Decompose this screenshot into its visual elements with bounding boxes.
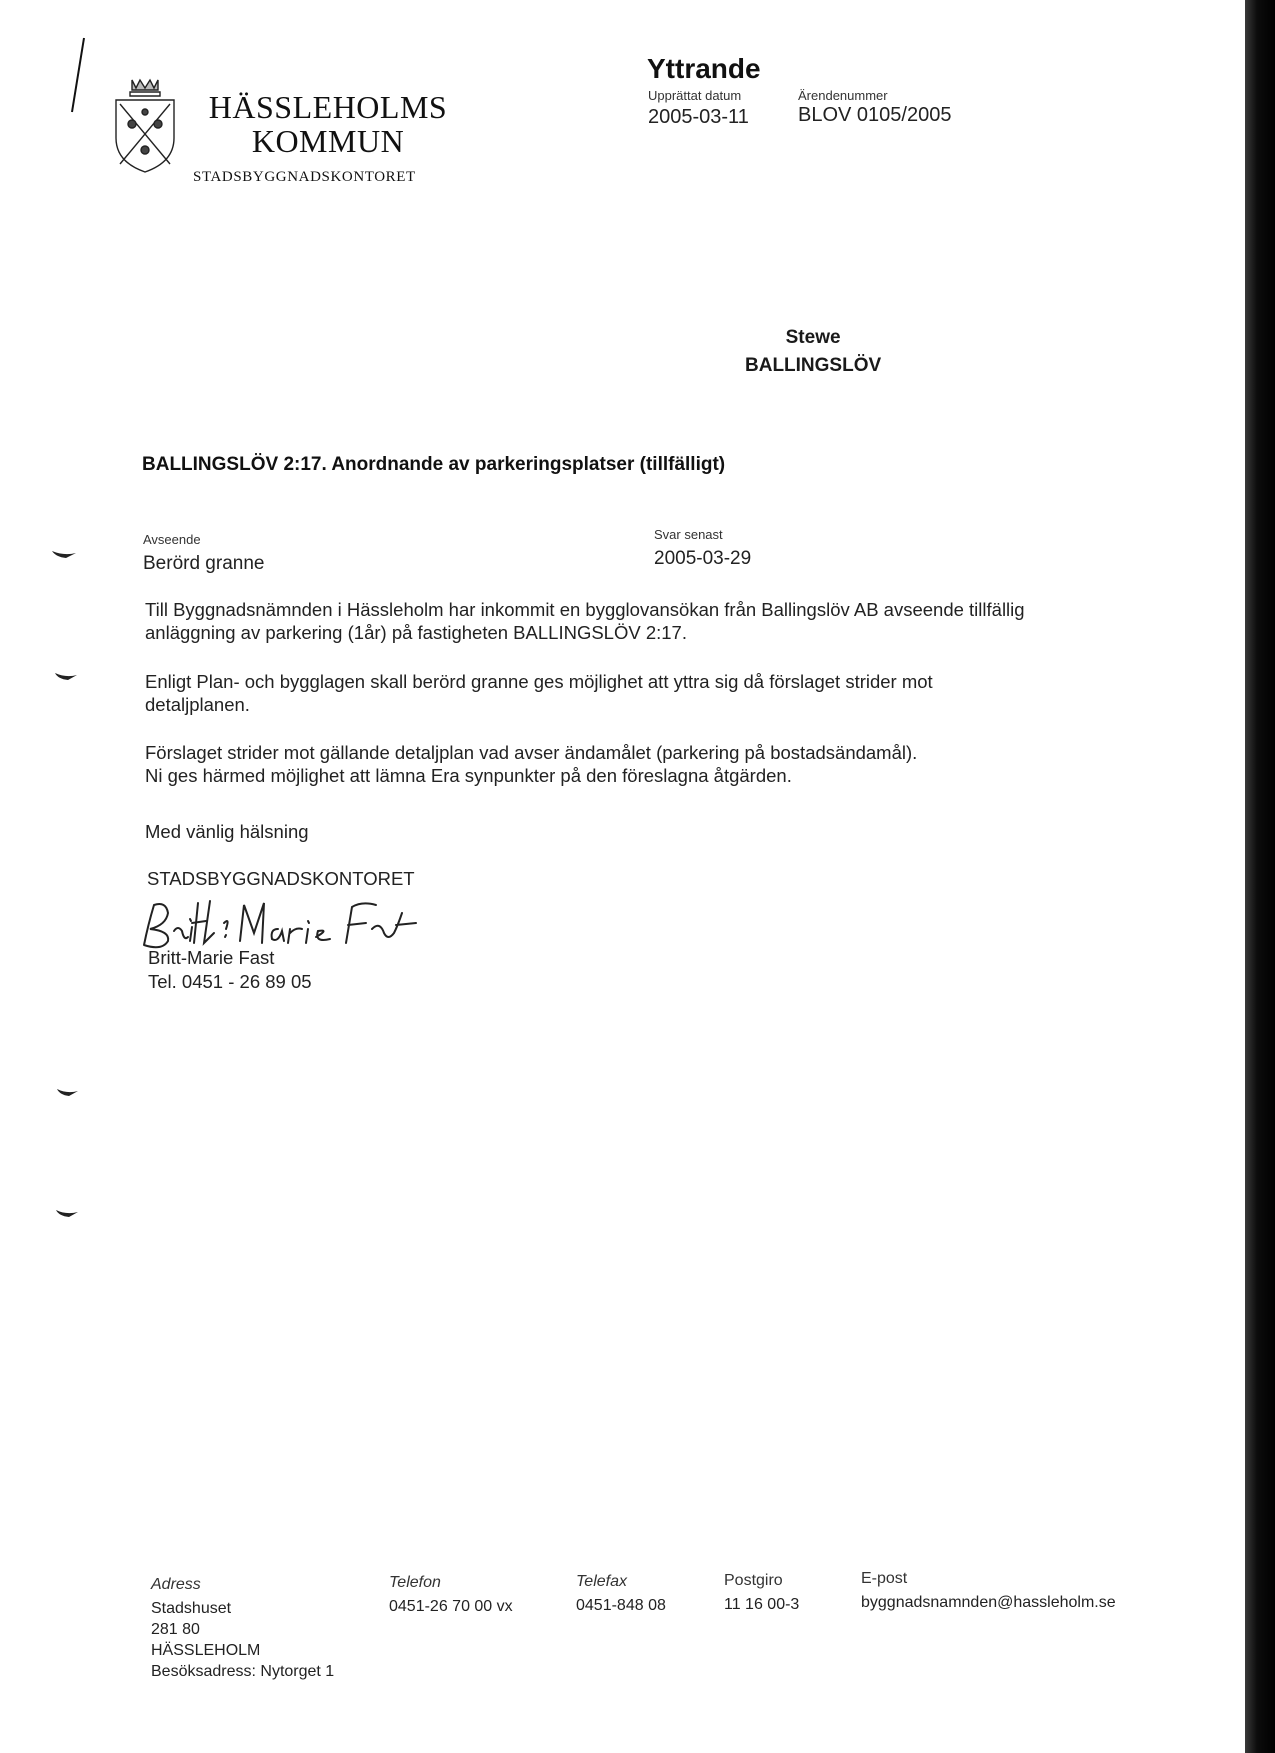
footer-address-line: HÄSSLEHOLM [151, 1642, 261, 1659]
paragraph-line: Till Byggnadsnämnden i Hässleholm har inkommit en bygglovansökan från Ballingslöv AB avseende tillfällig [145, 599, 1025, 620]
paragraph-line: Ni ges härmed möjlighet att lämna Era synpunkter på den föreslagna åtgärden. [145, 765, 792, 786]
scan-edge [1245, 0, 1275, 1753]
punch-mark [55, 673, 77, 680]
org-department: STADSBYGGNADSKONTORET [193, 169, 416, 185]
coat-of-arms-icon [110, 76, 180, 176]
footer-phone-label: Telefon [389, 1574, 441, 1591]
pen-stroke [72, 38, 84, 112]
org-name-line2: KOMMUN [251, 123, 405, 159]
regarding-value: Berörd granne [143, 553, 265, 574]
subject-line: BALLINGSLÖV 2:17. Anordnande av parkeringsplatser (tillfälligt) [142, 454, 726, 475]
case-number-value: BLOV 0105/2005 [798, 104, 952, 126]
recipient [745, 324, 881, 380]
regarding-label: Avseende [143, 532, 201, 547]
org-name [183, 90, 473, 158]
closing-greeting: Med vänlig hälsning [145, 821, 309, 842]
sender-phone: Tel. 0451 - 26 89 05 [148, 971, 312, 992]
date-value: 2005-03-11 [648, 106, 749, 128]
case-number-label: Ärendenummer [798, 88, 888, 103]
paragraph-2 [145, 670, 933, 716]
document-type: Yttrande [647, 53, 761, 84]
footer-address [151, 1598, 334, 1682]
footer-giro-label: Postgiro [724, 1572, 783, 1589]
footer-address-label: Adress [151, 1576, 201, 1593]
footer-address-line: Stadshuset [151, 1600, 232, 1617]
scan-marks [0, 0, 120, 1753]
footer-phone-value: 0451-26 70 00 vx [389, 1598, 513, 1615]
footer-fax-value: 0451-848 08 [576, 1597, 666, 1614]
sender-office: STADSBYGGNADSKONTORET [147, 868, 415, 889]
punch-mark [56, 1210, 78, 1217]
paragraph-line: detaljplanen. [145, 694, 250, 715]
paragraph-1 [145, 598, 1025, 644]
paragraph-line: Förslaget strider mot gällande detaljplan vad avser ändamålet (parkering på bostadsändamål). [145, 742, 918, 763]
date-label: Upprättat datum [648, 88, 742, 103]
sender-name: Britt-Marie Fast [148, 947, 275, 968]
org-name-line1: HÄSSLEHOLMS [208, 89, 448, 125]
punch-mark [57, 1089, 78, 1096]
paragraph-line: anläggning av parkering (1år) på fastigheten BALLINGSLÖV 2:17. [145, 622, 687, 643]
punch-mark [52, 551, 76, 558]
footer-email-link[interactable]: byggnadsnamnden@hassleholm.se [861, 1594, 1116, 1611]
reply-deadline-value: 2005-03-29 [654, 548, 752, 569]
recipient-name: Stewe [785, 327, 841, 348]
reply-deadline-label: Svar senast [654, 527, 723, 542]
footer-address-line: 281 80 [151, 1621, 200, 1638]
footer-email-label: E-post [861, 1570, 908, 1587]
paragraph-3 [145, 741, 917, 787]
paragraph-line: Enligt Plan- och bygglagen skall berörd granne ges möjlighet att yttra sig då förslaget strider mot [145, 671, 933, 692]
footer-giro-value: 11 16 00-3 [724, 1596, 800, 1613]
footer-fax-label: Telefax [576, 1573, 627, 1590]
recipient-place: BALLINGSLÖV [745, 355, 882, 376]
footer-address-line: Besöksadress: Nytorget 1 [151, 1663, 335, 1680]
